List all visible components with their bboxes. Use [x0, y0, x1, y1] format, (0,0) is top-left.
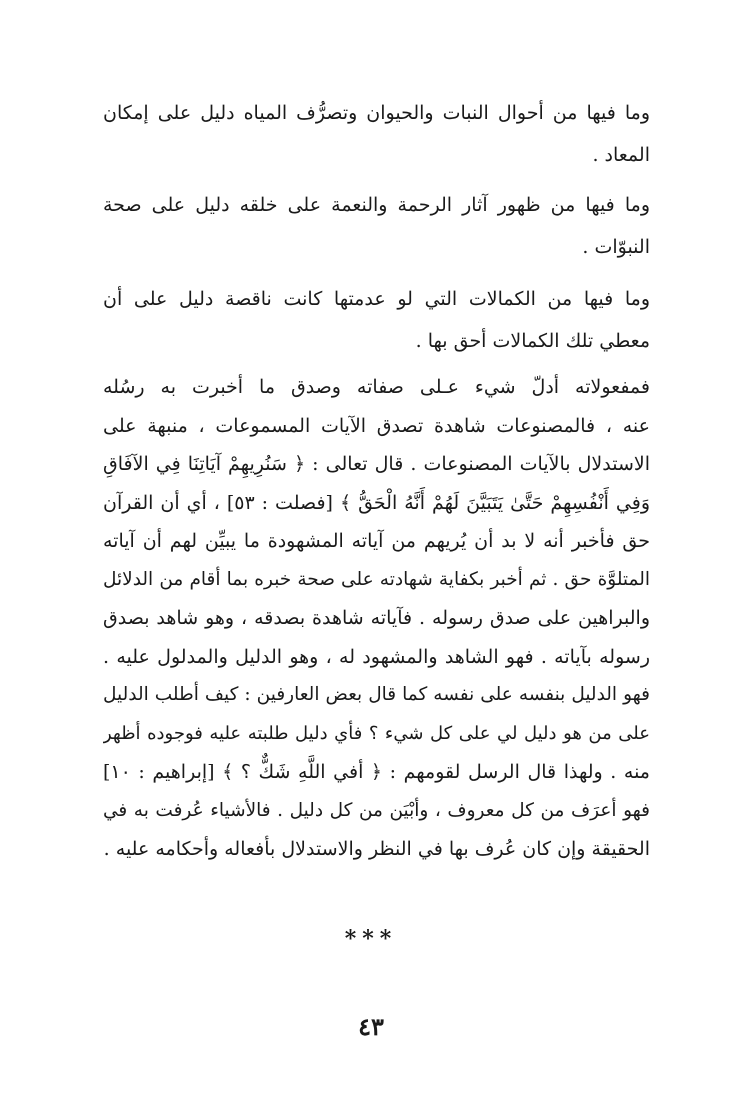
text-line: المتلوَّة حق . ثم أخبر بكفاية شهادته على صحة خبره بما أقام من الدلائل: [103, 568, 650, 590]
text-line: فهو الدليل بنفسه على نفسه كما قال بعض العارفين : كيف أطلب الدليل: [103, 684, 650, 705]
paragraph-resurrection: [103, 92, 650, 176]
section-separator: ***: [344, 926, 398, 952]
text-line: على من هو دليل لي على كل شيء ؟ فأي دليل طلبته عليه فوجوده أظهر: [103, 722, 650, 744]
page-number: ٤٣: [358, 1012, 384, 1041]
text-line: عنه ، فالمصنوعات شاهدة تصدق الآيات المسموعات ، منبهة على: [103, 414, 650, 437]
text-line: رسوله بآياته . فهو الشاهد والمشهود له ، وهو الدليل والمدلول عليه .: [103, 645, 650, 668]
text-line: وما فيها من ظهور آثار الرحمة والنعمة على خلقه دليل على صحة: [103, 194, 650, 216]
paragraph-evidence: [103, 368, 650, 869]
text-line: فمفعولاته أدلّ شيء عـلى صفاته وصدق ما أخبرت به رسُله: [103, 376, 650, 398]
text-line: وما فيها من أحوال النبات والحيوان وتصرُّف المياه دليل على إمكان: [103, 102, 650, 124]
text-line: المعاد .: [592, 144, 650, 166]
text-line: معطي تلك الكمالات أحق بها .: [415, 330, 650, 352]
text-line: الحقيقة وإن كان عُرف بها في النظر والاستدلال بأفعاله وأحكامه عليه .: [103, 838, 650, 860]
text-line: والبراهين على صدق رسوله . فآياته شاهدة بصدقه ، وهو شاهد بصدق: [103, 607, 650, 629]
text-line: الاستدلال بالآيات المصنوعات . قال تعالى : ﴿ سَنُرِيهِمْ آيَاتِنَا فِي الآفَاقِ: [103, 453, 650, 475]
text-line: منه . ولهذا قال الرسل لقومهم : ﴿ أفي اللَّهِ شَكٌّ ؟ ﴾ [إبراهيم : ١٠]: [103, 761, 650, 783]
text-line: وَفِي أَنْفُسِهِمْ حَتَّىٰ يَتَبَيَّنَ لَهُمْ أَنَّهُ الْحَقُّ ﴾ [فصلت : ٥٣] ، أي أن القرآن: [103, 491, 650, 514]
text-line: حق فأخبر أنه لا بد أن يُريهم من آياته المشهودة ما يبيِّن لهم أن آياته: [103, 530, 650, 552]
text-line: النبوّات .: [582, 236, 650, 258]
text-line: وما فيها من الكمالات التي لو عدمتها كانت ناقصة دليل على أن: [103, 288, 650, 310]
paragraph-prophethood: [103, 184, 650, 268]
text-line: فهو أعرَف من كل معروف ، وأبْيَن من كل دليل . فالأشياء عُرفت به في: [103, 799, 650, 821]
paragraph-perfections: [103, 278, 650, 362]
